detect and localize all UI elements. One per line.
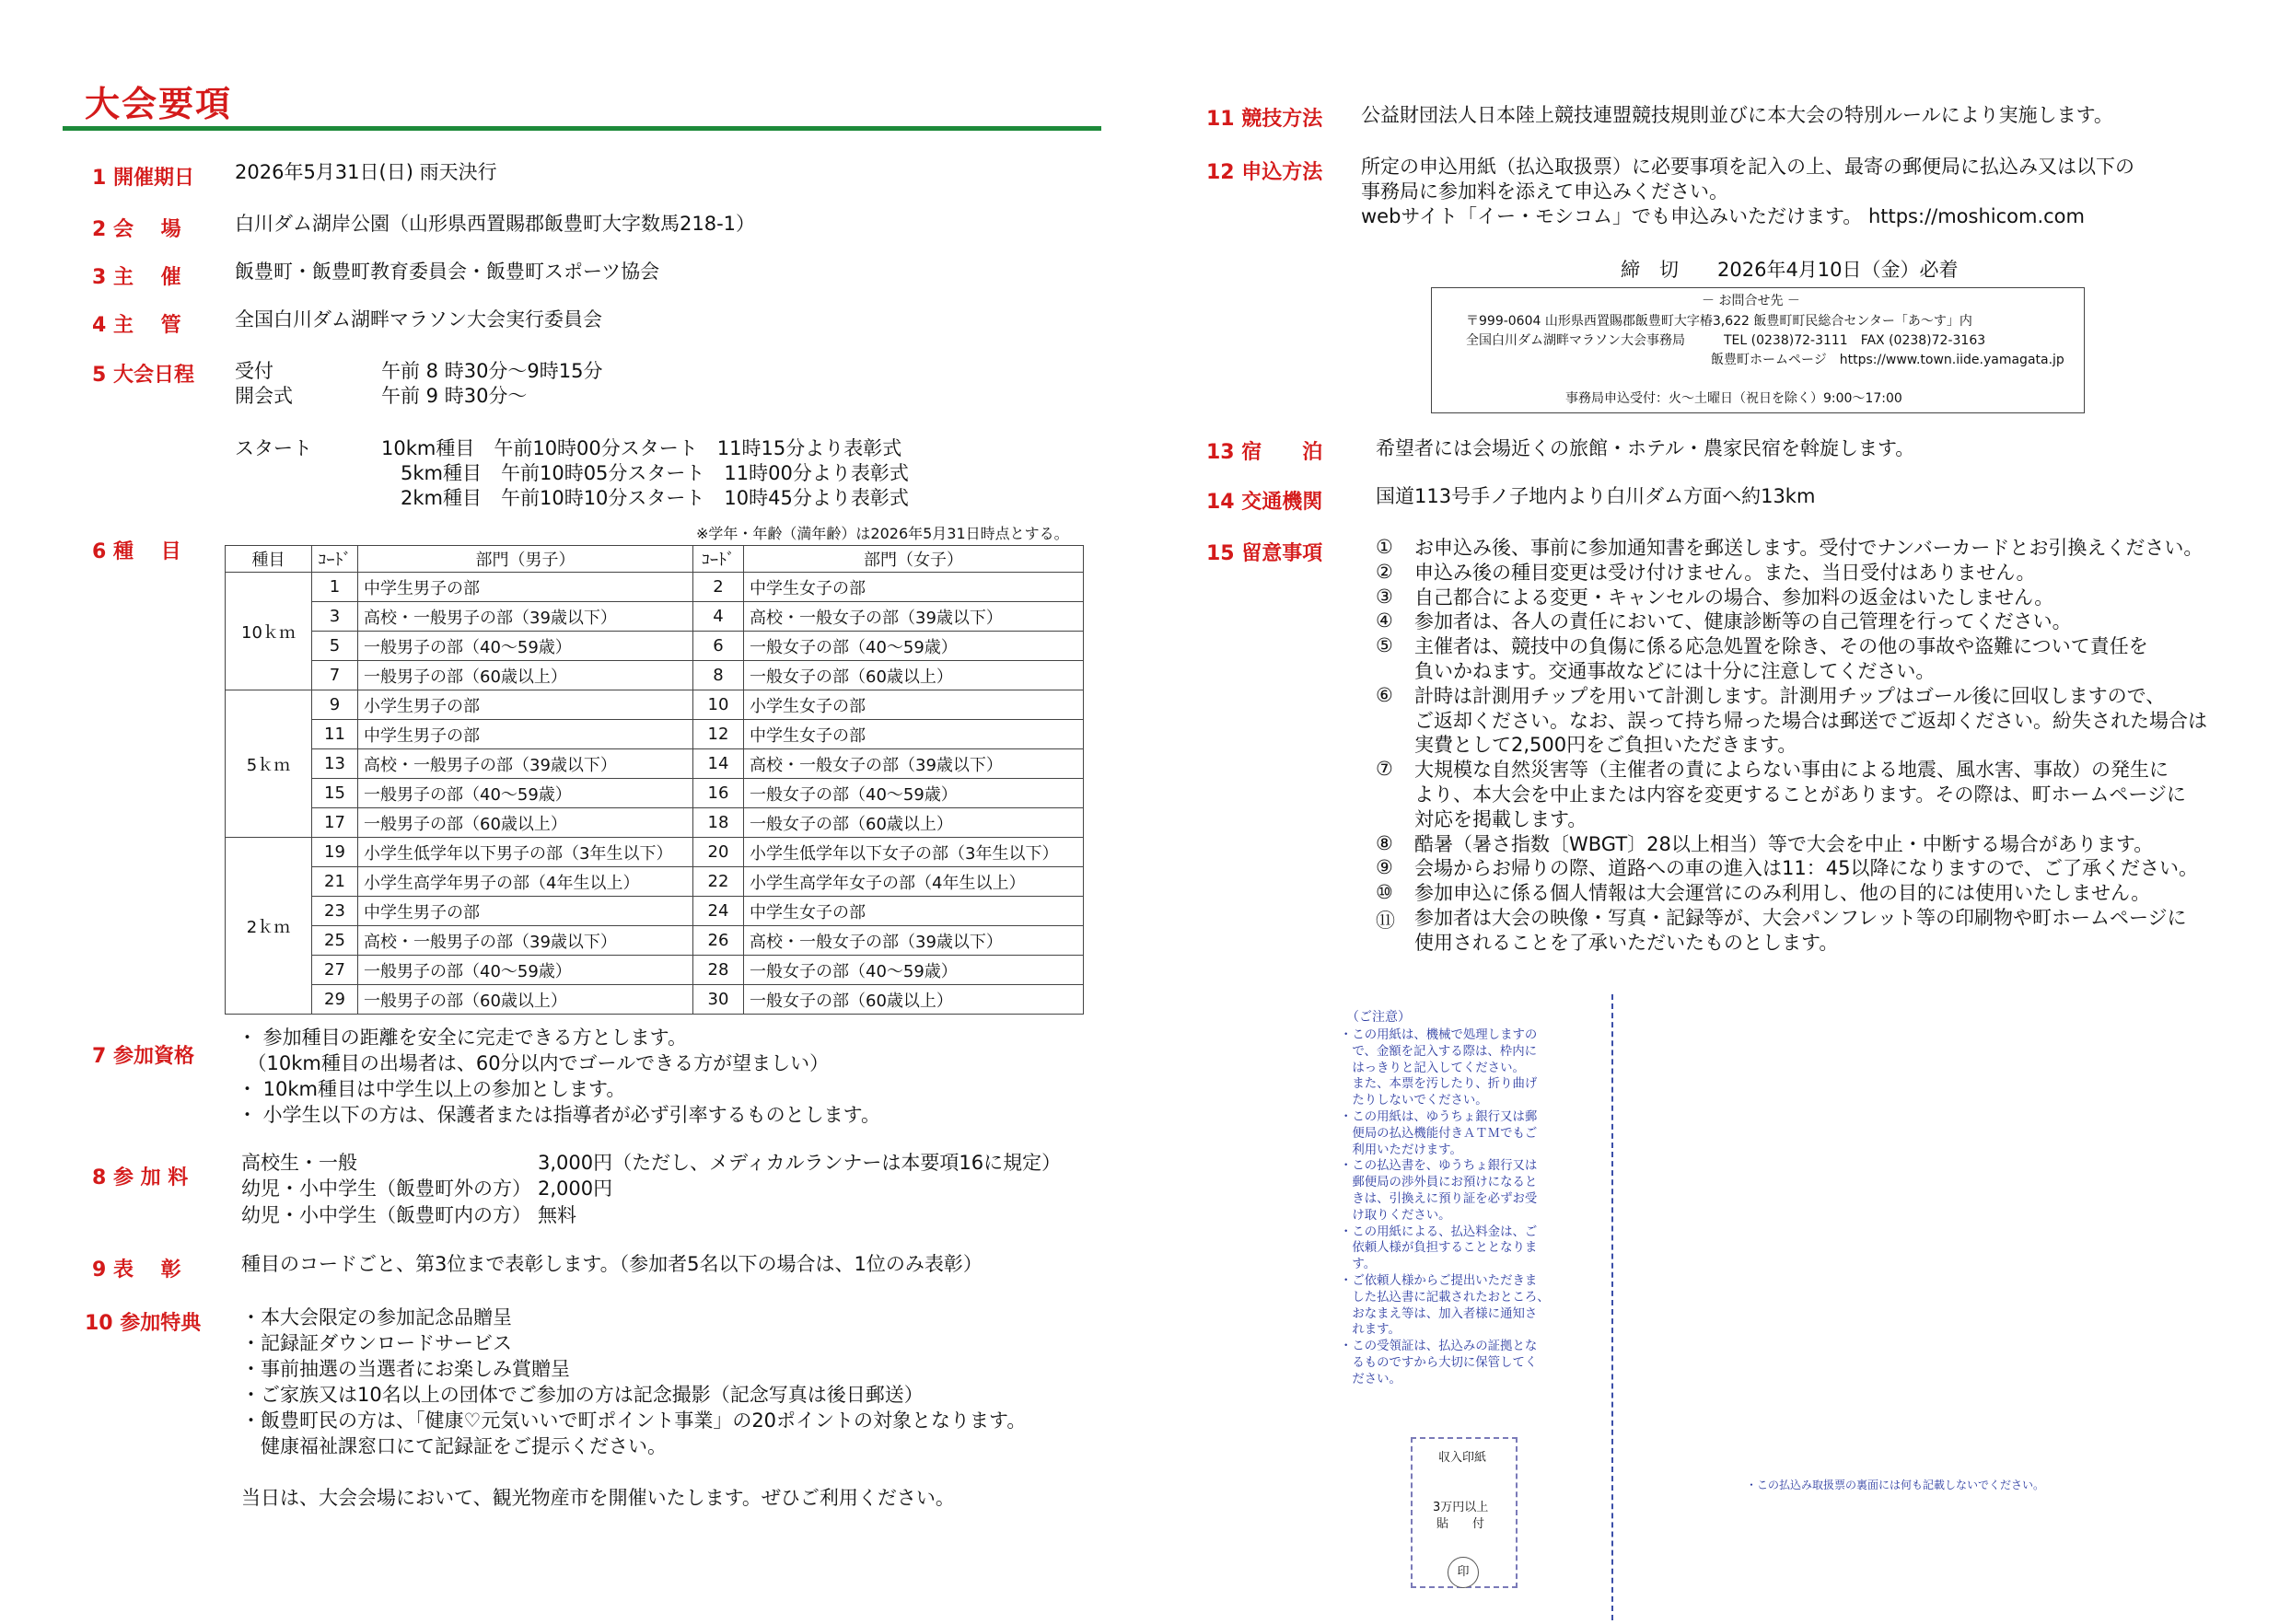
section-2-label: 2 会 場: [92, 218, 181, 241]
schedule-value-opening: 午前 9 時30分～: [381, 385, 528, 407]
code-female-cell: 18: [693, 808, 744, 838]
table-row: [226, 985, 1084, 1015]
section-10-label: 10 参加特典: [85, 1312, 202, 1335]
schedule-key-reception: 受付: [235, 360, 273, 382]
postal-note-line: した払込書に記載されたおところ、: [1340, 1290, 1550, 1305]
table-row: [226, 661, 1084, 690]
note-text: 負いかねます。交通事故などには十分に注意してください。: [1414, 659, 1936, 682]
contact-line: 飯豊町ホームページ https://www.town.iide.yamagata.jp: [1711, 353, 2064, 367]
header-code-male: ｺｰﾄﾞ: [312, 546, 358, 573]
notes-list: [1376, 536, 2207, 956]
note-item: [1376, 906, 2186, 956]
fee-value: 3,000円（ただし、メディカルランナーは本要項16に規定）: [538, 1152, 1062, 1174]
code-female-cell: 30: [693, 985, 744, 1015]
table-row: [226, 779, 1084, 808]
division-female-cell: 高校・一般女子の部（39歳以下）: [744, 602, 1084, 632]
division-male-cell: 一般男子の部（60歳以上）: [358, 661, 693, 690]
note-number: ③: [1376, 585, 1393, 608]
code-male-cell: 19: [312, 838, 358, 867]
code-female-cell: 16: [693, 779, 744, 808]
header-division-male: 部門（男子）: [358, 546, 693, 573]
eligibility-line: ・ 小学生以下の方は、保護者または指導者が必ず引率するものとします。: [238, 1104, 880, 1126]
division-female-cell: 小学生女子の部: [744, 690, 1084, 720]
table-row: [226, 749, 1084, 779]
note-text: 実費として2,500円をご負担いただきます。: [1414, 734, 1797, 757]
note-text: 主催者は、競技中の負傷に係る応急処置を除き、その他の事故や盗難について責任を: [1414, 635, 2148, 658]
application-line: 事務局に参加料を添えて申込みください。: [1361, 180, 1728, 203]
division-female-cell: 一般女子の部（40～59歳）: [744, 956, 1084, 985]
note-text: 参加者は、各人の責任において、健康診断等の自己管理を行ってください。: [1414, 610, 2072, 633]
note-text: 酷暑（暑さ指数〔WBGT〕28以上相当）等で大会を中止・中断する場合があります。: [1414, 832, 2154, 855]
postal-note-line: 便局の払込機能付きＡＴＭでもご: [1340, 1126, 1538, 1141]
note-number: ⑪: [1376, 909, 1395, 932]
code-female-cell: 6: [693, 632, 744, 661]
fee-key: 高校生・一般: [241, 1152, 357, 1174]
schedule-key-opening: 開会式: [235, 385, 293, 407]
section-8-label: 8 参 加 料: [92, 1166, 189, 1189]
note-text: 対応を掲載します。: [1414, 807, 1587, 830]
fee-value: 無料: [538, 1204, 576, 1226]
postal-note-line: で、金額を記入する際は、枠内に: [1340, 1044, 1537, 1059]
page-title: 大会要項: [85, 84, 233, 124]
closing-note: 当日は、大会会場において、観光物産市を開催いたします。ぜひご利用ください。: [241, 1487, 955, 1509]
contact-line: 全国白川ダム湖畔マラソン大会事務局 TEL (0238)72-3111 FAX (0238)72-3163: [1466, 333, 1986, 348]
section-3-text: 飯豊町・飯豊町教育委員会・飯豊町スポーツ協会: [235, 261, 660, 283]
code-female-cell: 22: [693, 867, 744, 897]
note-number: ④: [1376, 609, 1393, 632]
event-distance-cell: 10ｋｍ: [226, 573, 312, 690]
code-male-cell: 7: [312, 661, 358, 690]
division-female-cell: 一般女子の部（40～59歳）: [744, 779, 1084, 808]
postal-note-line: きは、引換えに預り証を必ずお受: [1340, 1191, 1538, 1206]
postal-heading: （ご注意）: [1346, 1010, 1411, 1025]
note-text: 会場からお帰りの際、道路への車の進入は11：45以降になりますので、ご了承ください。: [1414, 857, 2199, 880]
postal-note-line: るものですから大切に保管してく: [1340, 1355, 1538, 1370]
division-male-cell: 一般男子の部（60歳以上）: [358, 808, 693, 838]
code-male-cell: 11: [312, 720, 358, 749]
code-male-cell: 3: [312, 602, 358, 632]
section-11-text: 公益財団法人日本陸上競技連盟競技規則並びに本大会の特別ルールにより実施します。: [1361, 104, 2113, 126]
note-number: ⑧: [1376, 831, 1393, 854]
section-6-label: 6 種 目: [92, 540, 181, 563]
code-female-cell: 10: [693, 690, 744, 720]
note-text: 参加者は大会の映像・写真・記録等が、大会パンフレット等の印刷物や町ホームページに: [1414, 906, 2187, 929]
section-13-label: 13 宿 泊: [1206, 441, 1323, 464]
postal-note-line: はっきりと記入してください。: [1340, 1061, 1525, 1075]
schedule-start-2km: 2km種目 午前10時10分スタート 10時45分より表彰式: [381, 487, 909, 509]
note-number: ⑩: [1376, 881, 1393, 904]
code-female-cell: 2: [693, 573, 744, 602]
division-female-cell: 中学生女子の部: [744, 720, 1084, 749]
code-female-cell: 24: [693, 897, 744, 926]
code-female-cell: 8: [693, 661, 744, 690]
note-item: [1376, 758, 2186, 831]
event-distance-cell: 2ｋｍ: [226, 838, 312, 1015]
benefit-line: ・ご家族又は10名以上の団体でご参加の方は記念撮影（記念写真は後日郵送）: [241, 1384, 924, 1406]
postal-note-line: け取りください。: [1340, 1208, 1451, 1223]
eligibility-line: ・ 参加種目の距離を安全に完走できる方とします。: [238, 1027, 687, 1049]
section-11-label: 11 競技方法: [1206, 108, 1323, 131]
note-number: ⑦: [1376, 758, 1393, 781]
division-male-cell: 小学生高学年男子の部（4年生以上）: [358, 867, 693, 897]
fee-value: 2,000円: [538, 1177, 613, 1200]
postal-note-line: 郵便局の渉外員にお預けになると: [1340, 1176, 1538, 1190]
section-1-text: 2026年5月31日(日) 雨天決行: [235, 161, 497, 183]
division-female-cell: 中学生女子の部: [744, 573, 1084, 602]
postal-note-line: れます。: [1340, 1323, 1401, 1338]
code-female-cell: 26: [693, 926, 744, 956]
division-female-cell: 一般女子の部（60歳以上）: [744, 985, 1084, 1015]
benefit-line: ・飯豊町民の方は、「健康♡元気いいで町ポイント事業」の20ポイントの対象となります。: [241, 1409, 1027, 1432]
table-row: [226, 690, 1084, 720]
header-division-female: 部門（女子）: [744, 546, 1084, 573]
section-9-text: 種目のコードごと、第3位まで表彰します。（参加者5名以下の場合は、1位のみ表彰）: [241, 1253, 983, 1275]
postal-divider: [1611, 994, 1613, 1620]
code-female-cell: 20: [693, 838, 744, 867]
contact-heading: － お問合せ先 －: [1702, 294, 1800, 308]
schedule-start-label: スタート: [235, 437, 312, 459]
note-number: ⑨: [1376, 856, 1393, 879]
division-male-cell: 高校・一般男子の部（39歳以下）: [358, 602, 693, 632]
note-text: より、本大会を中止または内容を変更することがあります。その際は、町ホームページに: [1414, 783, 2186, 806]
code-female-cell: 28: [693, 956, 744, 985]
division-male-cell: 一般男子の部（40～59歳）: [358, 956, 693, 985]
code-male-cell: 21: [312, 867, 358, 897]
division-male-cell: 小学生低学年以下男子の部（3年生以下）: [358, 838, 693, 867]
note-text: 参加申込に係る個人情報は大会運営にのみ利用し、他の目的には使用いたしません。: [1414, 882, 2151, 905]
table-row: [226, 808, 1084, 838]
code-male-cell: 17: [312, 808, 358, 838]
note-text: 使用されることを了承いただいたものとします。: [1414, 931, 1839, 954]
code-male-cell: 15: [312, 779, 358, 808]
benefit-line: ・記録証ダウンロードサービス: [241, 1332, 512, 1354]
section-1-label: 1 開催期日: [92, 167, 194, 190]
postal-note-line: す。: [1340, 1258, 1377, 1272]
note-item: [1376, 634, 2186, 684]
header-event: 種目: [226, 546, 312, 573]
seal-mark: 印: [1448, 1557, 1479, 1588]
postal-note-line: ださい。: [1340, 1372, 1401, 1386]
division-male-cell: 高校・一般男子の部（39歳以下）: [358, 749, 693, 779]
postal-notes: [1340, 1027, 1550, 1388]
code-male-cell: 23: [312, 897, 358, 926]
code-male-cell: 25: [312, 926, 358, 956]
division-female-cell: 一般女子の部（60歳以上）: [744, 661, 1084, 690]
section-14-text: 国道113号手ノ子地内より白川ダム方面へ約13km: [1376, 485, 1816, 507]
fee-key: 幼児・小中学生（飯豊町外の方）: [241, 1177, 531, 1200]
note-text: 計時は計測用チップを用いて計測します。計測用チップはゴール後に回収しますので、: [1414, 684, 2166, 707]
note-text: 自己都合による変更・キャンセルの場合、参加料の返金はいたしません。: [1414, 586, 2054, 609]
back-side-note: ・この払込み取扱票の裏面には何も記載しないでください。: [1746, 1479, 2045, 1491]
code-male-cell: 5: [312, 632, 358, 661]
note-item: [1376, 536, 2204, 561]
eligibility-line: ・ 10km種目は中学生以上の参加とします。: [238, 1078, 626, 1100]
section-9-label: 9 表 彰: [92, 1259, 181, 1282]
code-female-cell: 14: [693, 749, 744, 779]
application-line: 所定の申込用紙（払込取扱票）に必要事項を記入の上、最寄の郵便局に払込み又は以下の: [1361, 156, 2134, 178]
schedule-start-5km: 5km種目 午前10時05分スタート 11時00分より表彰式: [381, 462, 909, 484]
section-15-label: 15 留意事項: [1206, 542, 1323, 565]
code-male-cell: 13: [312, 749, 358, 779]
section-2-text: 白川ダム湖岸公園（山形県西置賜郡飯豊町大字数馬218-1）: [235, 213, 756, 235]
fee-key: 幼児・小中学生（飯豊町内の方）: [241, 1204, 531, 1226]
schedule-start-10km: 10km種目 午前10時00分スタート 11時15分より表彰式: [381, 437, 902, 459]
benefit-line: 健康福祉課窓口にて記録証をご提示ください。: [241, 1435, 667, 1457]
code-male-cell: 29: [312, 985, 358, 1015]
age-basis-note: ※学年・年齢（満年齢）は2026年5月31日時点とする。: [696, 525, 1069, 542]
events-table: [225, 545, 1084, 1015]
benefit-line: ・事前抽選の当選者にお楽しみ賞贈呈: [241, 1358, 570, 1380]
postal-note-line: ・この用紙は、機械で処理しますの: [1340, 1028, 1538, 1042]
code-female-cell: 4: [693, 602, 744, 632]
note-item: [1376, 609, 2186, 634]
note-item: [1376, 586, 2186, 610]
postal-note-line: 利用いただけます。: [1340, 1143, 1462, 1157]
note-number: ⑥: [1376, 683, 1393, 706]
postal-note-line: ・この用紙は、ゆうちょ銀行又は郵: [1340, 1109, 1538, 1124]
schedule-value-reception: 午前 8 時30分～9時15分: [381, 360, 603, 382]
table-row: [226, 867, 1084, 897]
code-male-cell: 9: [312, 690, 358, 720]
table-row: [226, 956, 1084, 985]
contact-line: 〒999-0604 山形県西置賜郡飯豊町大字椿3,622 飯豊町町民総合センター「あ～す」内: [1466, 314, 1972, 329]
benefit-line: ・本大会限定の参加記念品贈呈: [241, 1306, 512, 1328]
division-male-cell: 中学生男子の部: [358, 720, 693, 749]
division-female-cell: 高校・一般女子の部（39歳以下）: [744, 749, 1084, 779]
postal-note-line: ・この受領証は、払込みの証拠とな: [1340, 1340, 1538, 1354]
table-row: [226, 926, 1084, 956]
title-rule: [63, 126, 1101, 131]
note-number: ②: [1376, 560, 1393, 583]
stamp-title: 収入印紙: [1438, 1451, 1487, 1465]
section-3-label: 3 主 催: [92, 266, 181, 289]
note-text: 大規模な自然災害等（主催者の責によらない事由による地震、風水害、事故）の発生に: [1414, 759, 2169, 782]
note-number: ⑤: [1376, 634, 1393, 657]
division-female-cell: 一般女子の部（40～59歳）: [744, 632, 1084, 661]
note-item: [1376, 832, 2186, 857]
division-female-cell: 中学生女子の部: [744, 897, 1084, 926]
note-text: 申込み後の種目変更は受け付けません。また、当日受付はありません。: [1414, 561, 2036, 584]
note-number: ①: [1376, 536, 1393, 558]
postal-note-line: ・ご依頼人様からご提出いただきま: [1340, 1273, 1538, 1288]
division-male-cell: 一般男子の部（40～59歳）: [358, 632, 693, 661]
note-item: [1376, 856, 2199, 881]
division-male-cell: 一般男子の部（40～59歳）: [358, 779, 693, 808]
note-item: [1376, 881, 2186, 906]
division-male-cell: 中学生男子の部: [358, 897, 693, 926]
division-female-cell: 小学生高学年女子の部（4年生以上）: [744, 867, 1084, 897]
section-12-label: 12 申込方法: [1206, 161, 1323, 184]
contact-hours: 事務局申込受付：火～土曜日（祝日を除く）9:00～17:00: [1565, 391, 1902, 406]
table-row: [226, 573, 1084, 602]
table-row: [226, 632, 1084, 661]
division-male-cell: 小学生男子の部: [358, 690, 693, 720]
postal-note-line: ・この払込書を、ゆうちょ銀行又は: [1340, 1159, 1538, 1174]
table-header-row: [226, 546, 1084, 573]
note-text: お申込み後、事前に参加通知書を郵送します。受付でナンバーカードとお引換えください。: [1414, 537, 2204, 559]
deadline: 締 切 2026年4月10日（金）必着: [1621, 259, 1959, 281]
section-5-label: 5 大会日程: [92, 364, 194, 387]
table-row: [226, 897, 1084, 926]
event-distance-cell: 5ｋｍ: [226, 690, 312, 838]
note-item: [1376, 683, 2207, 758]
postal-note-line: また、本票を汚したり、折り曲げ: [1340, 1077, 1538, 1092]
application-line: webサイト「イー・モシコム」でも申込みいただけます。 https://moshicom.com: [1361, 205, 2085, 227]
section-4-label: 4 主 管: [92, 314, 181, 337]
postal-note-line: おなまえ等は、加入者様に通知さ: [1340, 1306, 1538, 1321]
code-female-cell: 12: [693, 720, 744, 749]
postal-note-line: ・この用紙による、払込料金は、ご: [1340, 1224, 1538, 1239]
division-female-cell: 小学生低学年以下女子の部（3年生以下）: [744, 838, 1084, 867]
header-code-female: ｺｰﾄﾞ: [693, 546, 744, 573]
section-4-text: 全国白川ダム湖畔マラソン大会実行委員会: [235, 308, 602, 331]
postal-note-line: たりしないでください。: [1340, 1094, 1488, 1108]
division-female-cell: 高校・一般女子の部（39歳以下）: [744, 926, 1084, 956]
table-row: [226, 602, 1084, 632]
postal-note-line: 依頼人様が負担することとなりま: [1340, 1241, 1538, 1256]
section-13-text: 希望者には会場近くの旅館・ホテル・農家民宿を斡旋します。: [1376, 437, 1915, 459]
note-text: ご返却ください。なお、誤って持ち帰った場合は郵送でご返却ください。紛失された場合は: [1414, 709, 2207, 732]
division-male-cell: 高校・一般男子の部（39歳以下）: [358, 926, 693, 956]
section-14-label: 14 交通機関: [1206, 491, 1323, 514]
division-male-cell: 一般男子の部（60歳以上）: [358, 985, 693, 1015]
stamp-line: 貼 付: [1436, 1517, 1485, 1531]
division-female-cell: 一般女子の部（60歳以上）: [744, 808, 1084, 838]
code-male-cell: 27: [312, 956, 358, 985]
division-male-cell: 中学生男子の部: [358, 573, 693, 602]
eligibility-line: （10km種目の出場者は、60分以内でゴールできる方が望ましい）: [238, 1052, 830, 1074]
section-7-label: 7 参加資格: [92, 1045, 194, 1068]
note-item: [1376, 561, 2186, 586]
table-row: [226, 838, 1084, 867]
stamp-line: 3万円以上: [1433, 1501, 1489, 1514]
table-row: [226, 720, 1084, 749]
code-male-cell: 1: [312, 573, 358, 602]
